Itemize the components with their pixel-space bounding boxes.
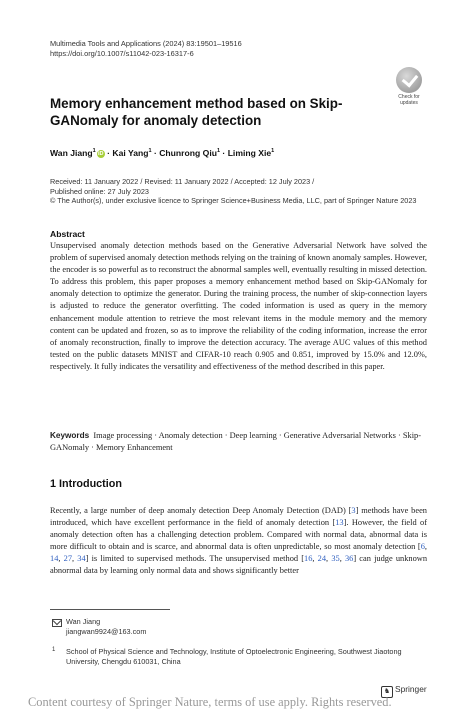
keywords-label: Keywords <box>50 431 90 440</box>
citation-link[interactable]: 13 <box>335 518 344 528</box>
corresponding-author <box>66 617 146 637</box>
email-link[interactable]: jiangwan9924@163.com <box>66 627 147 636</box>
corresponding-author-name: Wan Jiang <box>66 617 101 626</box>
affiliation-number: 1 <box>52 647 56 653</box>
keywords-text: Image processing · Anomaly detection · Deep learning · Generative Adversarial Networks · Skip-GANomaly · Memory Enhancement <box>50 431 422 452</box>
article-history <box>50 177 440 206</box>
abstract-text: Unsupervised anomaly detection methods based on the Generative Adversarial Network have solved the problem of supervised anomaly detection methods relying on the training of known anomaly samples. However, the encoder is so powerful as to reconstruct the abnormal samples well, eventually resulting in missed detection. To address this problem, this paper proposes a memory enhancement method based on Skip-GANomaly for anomaly detection to optimize the generator. During the training process, the number of skip-connection layers is adjusted to reduce the generator overfitting. The coded information is used as query in the memory enhancement module attention to retrieve the most relevant items in the module memory and the memory content can be updated and frozen, so as to improve the reliability of the coding information, increase the error of anomaly reconstruction, finally to improve the detection accuracy. The average AUC values of this method tested on the public datasets MNIST and CIFAR-10 reach 0.905 and 0.851, improved by 15.0% and 12.0%, respectively. It fully indicates the versatility and effectiveness of the method described in this paper. <box>50 241 427 371</box>
keywords <box>50 430 427 453</box>
author-list: Wan Jiang$^1$ iD · Kai Yang$^1$ · Chunrong Qiu$^1$ · Liming Xie$^1$ <box>50 148 275 158</box>
citation-link[interactable]: 16 <box>304 554 313 564</box>
check-updates-icon <box>396 67 422 93</box>
citation-link[interactable]: 14 <box>50 554 59 564</box>
citation-link[interactable]: 27 <box>63 554 73 564</box>
published-date: Published online: 27 July 2023 <box>50 186 149 196</box>
check-for-updates-badge[interactable] <box>392 67 426 106</box>
section-heading-introduction: 1 Introduction <box>50 478 122 490</box>
citation-link[interactable]: 24 <box>317 554 327 564</box>
watermark: Content courtesy of Springer Nature, terms of use apply. Rights reserved. <box>28 695 392 709</box>
author-name[interactable]: Liming Xie <box>227 148 272 158</box>
abstract-heading: Abstract <box>50 229 85 239</box>
history-dates: Received: 11 January 2022 / Revised: 11 January 2022 / Accepted: 12 July 2023 / <box>50 177 315 186</box>
citation-link[interactable]: 34 <box>77 554 86 564</box>
footnote-divider <box>50 609 170 610</box>
journal-citation: Multimedia Tools and Applications (2024) 83:19501–19516 <box>50 39 242 48</box>
copyright-line: © The Author(s), under exclusive licence to Springer Science+Business Media, LLC, part of Springer Nature 2023 <box>50 196 417 206</box>
affiliation: School of Physical Science and Technology, Institute of Optoelectronic Engineering, Southwest Jiaotong University, Chengdu 610031, China <box>66 647 402 666</box>
introduction-text: Recently, a large number of deep anomaly detection Deep Anomaly Detection (DAD) [3] methods have been introduced, which have excellent performance in the field of anomaly detection [13]. However, the field of anomaly detection often has a challenging detection problem. Compared with normal data, abnormal data is more difficult to obtain and is scarce, and abnormal data is often unpredictable, so most anomaly detection [6, 14, 27, 34] is limited to supervised methods. The unsupervised method [16, 24, 35, 36] can judge unknown abnormal data by learning only normal data and shows significantly better <box>50 506 428 576</box>
paper-title: Memory enhancement method based on Skip-GANomaly for anomaly detection <box>50 96 343 128</box>
citation-link[interactable]: 35 <box>331 554 340 564</box>
springer-horse-icon: ♞ <box>381 686 393 698</box>
author-name[interactable]: Wan Jiang <box>50 148 93 158</box>
publisher-name: Springer <box>395 684 427 694</box>
author-name[interactable]: Kai Yang <box>112 148 149 158</box>
citation-link[interactable]: 6 <box>420 542 425 552</box>
citation-link[interactable]: 36 <box>344 554 354 564</box>
check-updates-label: Check for updates <box>398 94 420 106</box>
journal-header <box>50 39 242 59</box>
envelope-icon <box>52 619 62 627</box>
author-name[interactable]: Chunrong Qiu <box>159 148 217 158</box>
doi-link[interactable]: https://doi.org/10.1007/s11042-023-16317-6 <box>50 49 194 58</box>
citation-link[interactable]: 3 <box>351 506 356 515</box>
orcid-icon[interactable]: iD <box>97 151 104 157</box>
